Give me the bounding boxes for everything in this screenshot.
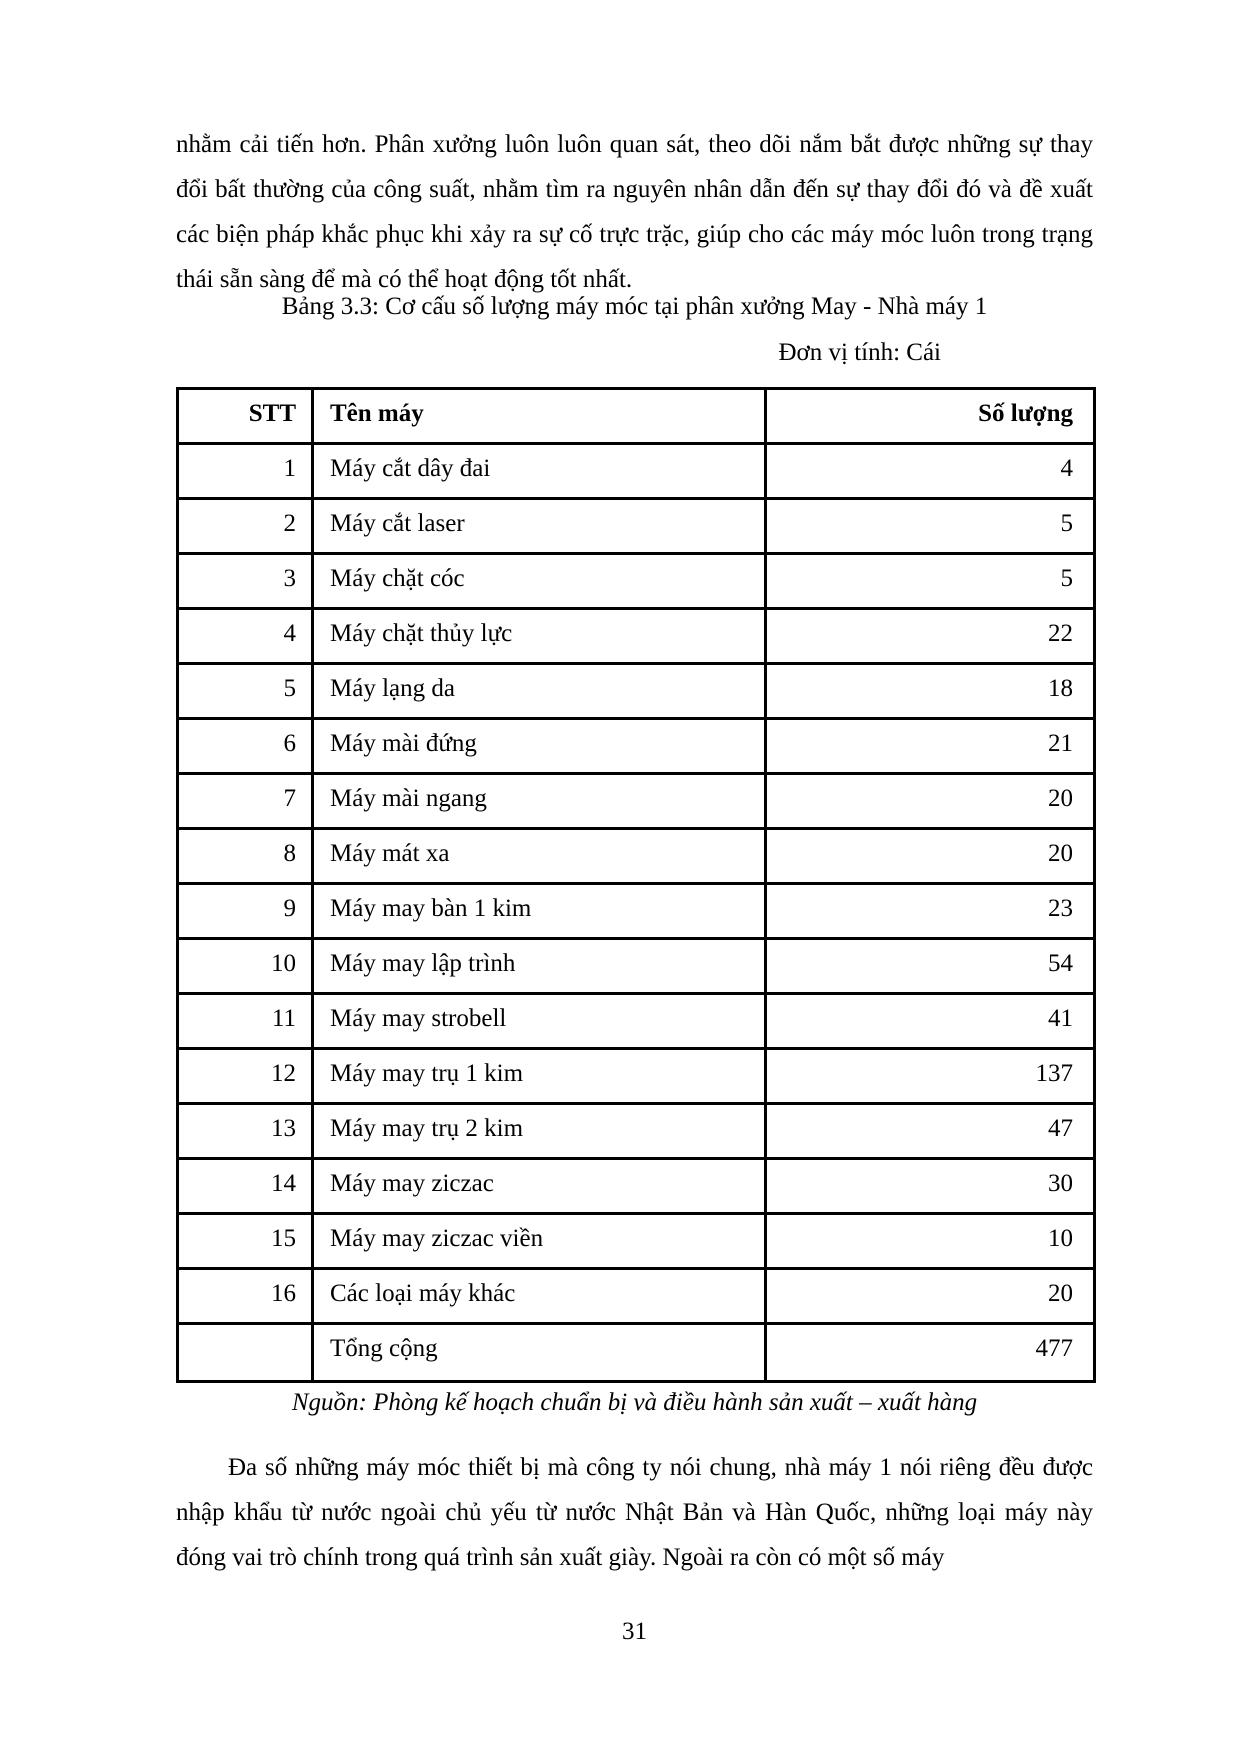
cell-total-value: 477 <box>766 1324 1095 1382</box>
cell-ten-may: Máy lạng da <box>313 664 766 719</box>
machine-count-table <box>176 387 1096 1383</box>
cell-stt: 16 <box>178 1269 313 1324</box>
cell-stt: 7 <box>178 774 313 829</box>
cell-so-luong: 21 <box>766 719 1095 774</box>
cell-so-luong: 18 <box>766 664 1095 719</box>
cell-ten-may: Máy may ziczac <box>313 1159 766 1214</box>
table-row <box>178 994 1095 1049</box>
cell-ten-may: Máy may trụ 1 kim <box>313 1049 766 1104</box>
cell-ten-may: Máy may ziczac viền <box>313 1214 766 1269</box>
cell-ten-may: Máy cắt dây đai <box>313 444 766 499</box>
cell-so-luong: 22 <box>766 609 1095 664</box>
table-row <box>178 444 1095 499</box>
source-note: Nguồn: Phòng kế hoạch chuẩn bị và điều hành sản xuất – xuất hàng <box>291 1389 978 1416</box>
page-number: 31 <box>622 1618 647 1645</box>
cell-stt: 5 <box>178 664 313 719</box>
cell-stt: 2 <box>178 499 313 554</box>
table-row <box>178 1159 1095 1214</box>
cell-stt: 3 <box>178 554 313 609</box>
paragraph-bottom: Đa số những máy móc thiết bị mà công ty nói chung, nhà máy 1 nói riêng đều được nhập khẩu từ nước ngoài chủ yếu từ nước Nhật Bản và Hàn Quốc, những loại máy này đóng vai trò chính trong quá trình sản xuất giày. Ngoài ra còn có một số máy <box>176 1454 1093 1571</box>
cell-stt: 9 <box>178 884 313 939</box>
cell-stt: 1 <box>178 444 313 499</box>
table-row <box>178 664 1095 719</box>
table-row <box>178 884 1095 939</box>
cell-stt: 8 <box>178 829 313 884</box>
cell-stt: 6 <box>178 719 313 774</box>
cell-so-luong: 41 <box>766 994 1095 1049</box>
cell-ten-may: Máy chặt cóc <box>313 554 766 609</box>
cell-so-luong: 5 <box>766 554 1095 609</box>
cell-so-luong: 5 <box>766 499 1095 554</box>
cell-so-luong: 20 <box>766 1269 1095 1324</box>
cell-so-luong: 137 <box>766 1049 1095 1104</box>
cell-stt: 14 <box>178 1159 313 1214</box>
table-row <box>178 554 1095 609</box>
cell-stt: 11 <box>178 994 313 1049</box>
cell-ten-may: Máy chặt thủy lực <box>313 609 766 664</box>
header-so-luong: Số lượng <box>766 389 1095 444</box>
header-ten-may: Tên máy <box>313 389 766 444</box>
cell-stt: 4 <box>178 609 313 664</box>
cell-ten-may: Các loại máy khác <box>313 1269 766 1324</box>
table-row <box>178 1104 1095 1159</box>
cell-stt: 13 <box>178 1104 313 1159</box>
cell-so-luong: 30 <box>766 1159 1095 1214</box>
cell-ten-may: Máy mài ngang <box>313 774 766 829</box>
cell-so-luong: 10 <box>766 1214 1095 1269</box>
cell-ten-may: Máy cắt laser <box>313 499 766 554</box>
cell-ten-may: Máy may trụ 2 kim <box>313 1104 766 1159</box>
table-row <box>178 499 1095 554</box>
table-row <box>178 1049 1095 1104</box>
table-row <box>178 1269 1095 1324</box>
table-total-row <box>178 1324 1095 1382</box>
cell-so-luong: 4 <box>766 444 1095 499</box>
header-stt: STT <box>178 389 313 444</box>
table-row <box>178 774 1095 829</box>
table-row <box>178 609 1095 664</box>
cell-stt: 12 <box>178 1049 313 1104</box>
cell-total-label: Tổng cộng <box>313 1324 766 1382</box>
cell-so-luong: 20 <box>766 774 1095 829</box>
cell-so-luong: 54 <box>766 939 1095 994</box>
cell-ten-may: Máy may strobell <box>313 994 766 1049</box>
table-header-row <box>178 389 1095 444</box>
cell-ten-may: Máy may bàn 1 kim <box>313 884 766 939</box>
table-row <box>178 939 1095 994</box>
cell-so-luong: 20 <box>766 829 1095 884</box>
cell-stt: 15 <box>178 1214 313 1269</box>
cell-so-luong: 23 <box>766 884 1095 939</box>
cell-ten-may: Máy mát xa <box>313 829 766 884</box>
cell-so-luong: 47 <box>766 1104 1095 1159</box>
cell-stt-empty <box>178 1324 313 1382</box>
unit-note: Đơn vị tính: Cái <box>778 339 941 366</box>
paragraph-top: nhằm cải tiến hơn. Phân xưởng luôn luôn quan sát, theo dõi nắm bắt được những sự thay đổi bất thường của công suất, nhằm tìm ra nguyên nhân dẫn đến sự thay đổi đó và đề xuất các biện pháp khắc phục khi xảy ra sự cố trực trặc, giúp cho các máy móc luôn trong trạng thái sẵn sàng để mà có thể hoạt động tốt nhất. <box>176 131 1093 293</box>
table-row <box>178 1214 1095 1269</box>
cell-ten-may: Máy mài đứng <box>313 719 766 774</box>
table-row <box>178 719 1095 774</box>
cell-stt: 10 <box>178 939 313 994</box>
table-caption: Bảng 3.3: Cơ cấu số lượng máy móc tại phân xưởng May - Nhà máy 1 <box>281 293 988 320</box>
cell-ten-may: Máy may lập trình <box>313 939 766 994</box>
table-row <box>178 829 1095 884</box>
